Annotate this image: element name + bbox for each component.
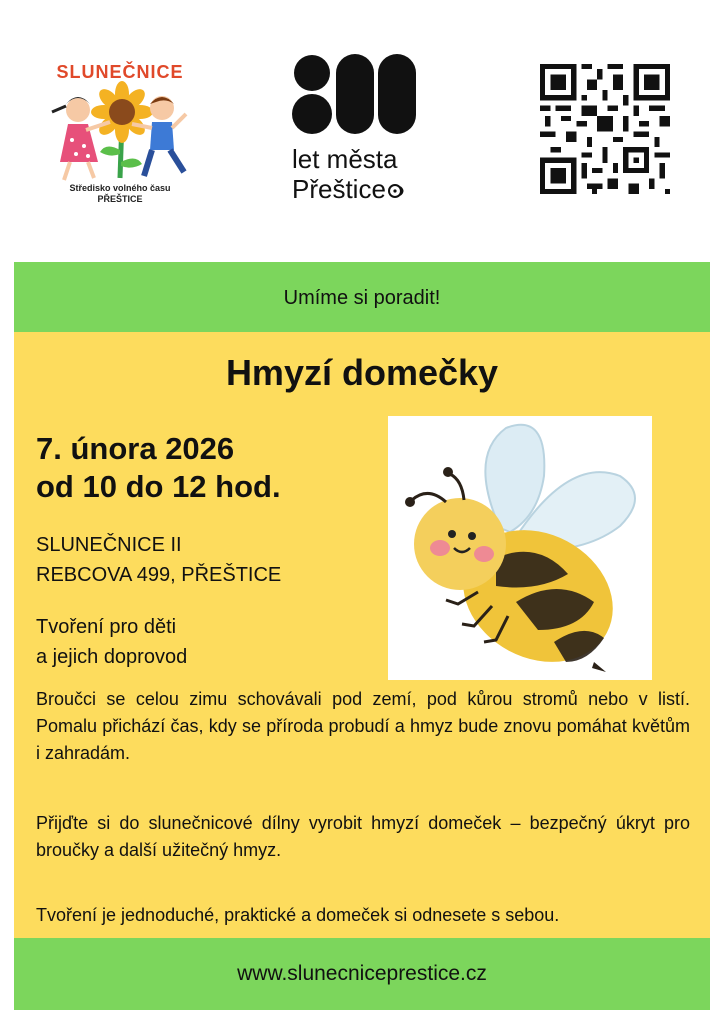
event-date: 7. února 2026 (36, 431, 235, 466)
slunecnice-brand-text: SLUNEČNICE (56, 62, 184, 82)
slunecnice-subtitle-line1: Středisko volného času (69, 183, 171, 193)
event-location (36, 530, 281, 590)
prestice-logo-line1: let města (292, 144, 398, 174)
event-date-time (36, 430, 281, 506)
event-venue: SLUNEČNICE II (36, 534, 182, 556)
event-audience-line2: a jejich doprovod (36, 646, 188, 668)
prestice-800-logo (292, 52, 432, 212)
event-audience (36, 612, 187, 672)
slunecnice-subtitle (40, 183, 200, 205)
bee-icon (388, 416, 652, 680)
slunecnice-subtitle-line2: PŘEŠTICE (97, 194, 143, 204)
website-footer: www.slunecniceprestice.cz (14, 938, 710, 1010)
event-time: od 10 do 12 hod. (36, 469, 281, 504)
event-title: Hmyzí domečky (225, 352, 499, 393)
prestice-logo-line2-text: Přeštice (292, 174, 386, 204)
prestice-logo-line2 (292, 174, 406, 205)
tagline-banner: Umíme si poradit! (14, 262, 710, 332)
body-paragraph-2: Přijďte si do slunečnicové dílny vyrobit hmyzí domeček – bezpečný úkryt pro broučky a další užitečný hmyz. (36, 813, 690, 860)
body-paragraph-1: Broučci se celou zimu schovávali pod zemí, pod kůrou stromů nebo v listí. Pomalu přichází čas, kdy se příroda probudí a hmyz bude znovu pomáhat květům i zahradám. (36, 689, 690, 763)
body-paragraph-3: Tvoření je jednoduché, praktické a domeček si odnesete s sebou. (36, 905, 560, 925)
number-800-icon (292, 52, 420, 136)
qr-code-icon (540, 64, 670, 194)
event-audience-line1: Tvoření pro děti (36, 616, 177, 638)
event-address: REBCOVA 499, PŘEŠTICE (36, 564, 282, 586)
smile-mark-icon (388, 184, 406, 198)
slunecnice-logo (40, 50, 200, 210)
event-panel (14, 332, 710, 938)
bee-illustration (388, 416, 652, 680)
